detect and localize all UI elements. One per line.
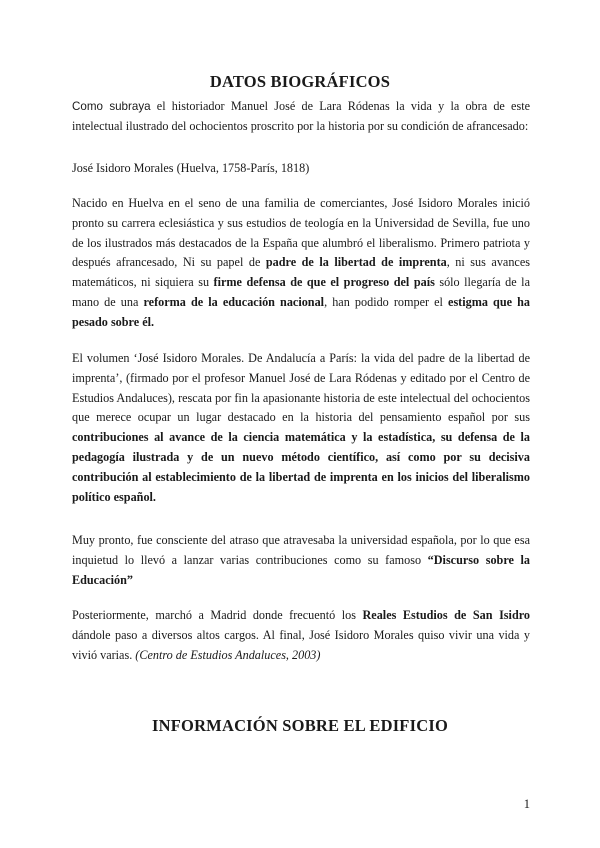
p3-bold-1: “Discurso sobre la Educación”: [72, 552, 530, 587]
p1-bold-2: firme defensa de que el progreso del país: [213, 275, 435, 290]
page-title: DATOS BIOGRÁFICOS: [209, 72, 391, 91]
p4-text-1: Posteriormente, marchó a Madrid donde frecuentó los: [72, 608, 363, 622]
p4-text-2: dándole paso a diversos altos cargos. Al final, José Isidoro Morales quiso vivir una vida y vivió varias.: [72, 627, 530, 662]
p1-bold-4: estigma que ha pesado sobre él.: [72, 294, 530, 329]
p1-text-2: , ni sus avances matemáticos, ni siquiera su: [72, 255, 530, 290]
intro-text: el historiador Manuel José de Lara Ródenas la vida y la obra de este intelectual ilustrado del ochocientos proscrito por la historia por su condición de afrancesado:: [72, 99, 530, 133]
p3-text-1: Muy pronto, fue consciente del atraso que atravesaba la universidad española, por lo que esa inquietud lo llevó a lanzar varias contribuciones como su famoso: [72, 533, 530, 567]
page-number: 1: [523, 797, 530, 811]
p4-bold-1: Reales Estudios de San Isidro: [362, 608, 530, 622]
p2-bold-1: contribuciones al avance de la ciencia matemática y la estadística, su defensa de la pedagogía ilustrada y de un nuevo método científico, así como por su decisiva contribución al establecimiento de la libertad de imprenta en los inicios del liberalismo político español.: [72, 430, 530, 504]
p1-text-3: sólo llegaría de la mano de una: [72, 275, 530, 309]
intro-lead: Como subraya: [72, 100, 151, 113]
p1-bold-3: reforma de la educación nacional: [143, 294, 325, 309]
section-title-building: INFORMACIÓN SOBRE EL EDIFICIO: [152, 716, 448, 735]
biography-paragraph-2: [72, 349, 530, 507]
p4-citation: (Centro de Estudios Andaluces, 2003): [135, 647, 321, 662]
biography-paragraph-3: [72, 531, 530, 590]
p1-text-4: , han podido romper el: [324, 294, 449, 309]
biography-paragraph-4: [72, 606, 530, 665]
author-line: José Isidoro Morales (Huelva, 1758-París, 1818): [72, 161, 310, 175]
p2-text-1: El volumen ‘José Isidoro Morales. De Andalucía a París: la vida del padre de la libertad de imprenta’, (firmado por el profesor Manuel José de Lara Ródenas y editado por el Centro de Estudios Andaluces), rescata por fin la apasionante historia de este intelectual del ochocientos que merece ocupar un lugar destacado en la historia del pensamiento español por sus: [72, 351, 530, 425]
p1-text-1: Nacido en Huelva en el seno de una familia de comerciantes, José Isidoro Morales inició pronto su carrera eclesiástica y sus estudios de teología en la Universidad de Sevilla, fue uno de los ilustrados más destacados de la España que alumbró el liberalismo. Primero patriota y después afrancesado, Ni su papel de: [72, 196, 530, 270]
p1-bold-1: padre de la libertad de imprenta: [265, 255, 447, 270]
intro-paragraph: [72, 97, 530, 137]
biography-paragraph-1: [72, 194, 530, 333]
